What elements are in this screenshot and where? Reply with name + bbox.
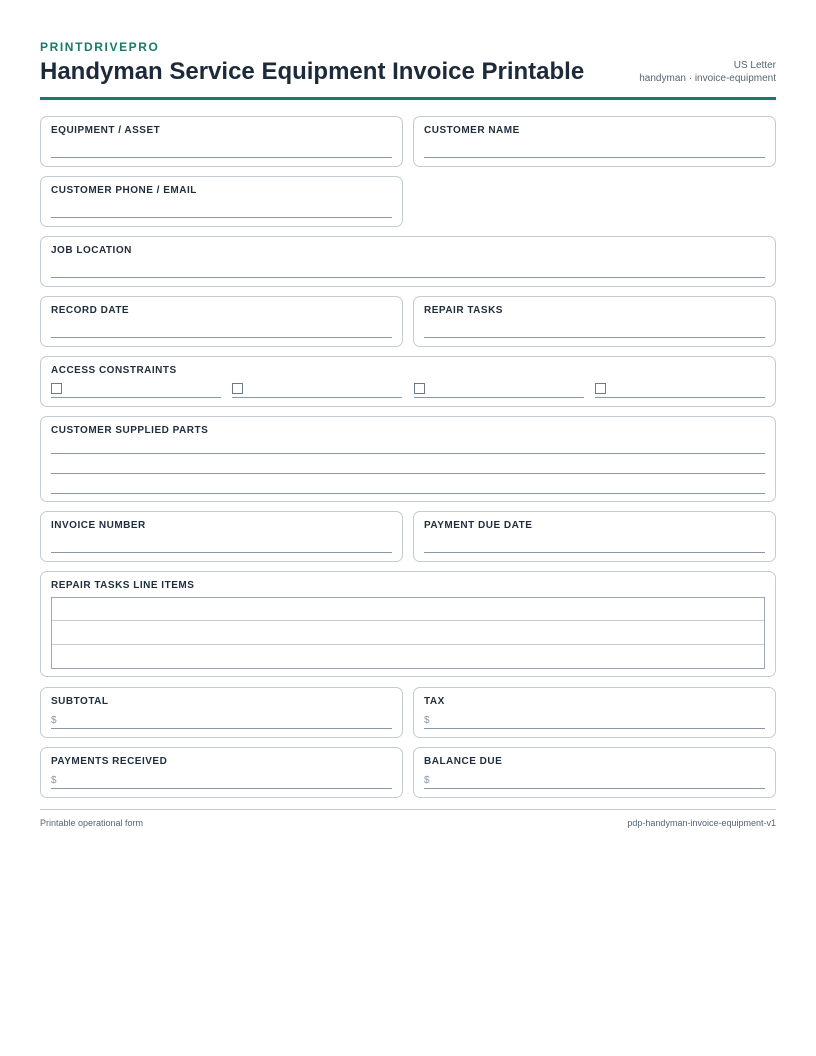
write-line[interactable] (51, 453, 765, 454)
invoice-number-field (40, 511, 403, 562)
field-label: ACCESS CONSTRAINTS (51, 365, 177, 376)
line-items-table (51, 597, 765, 669)
page-title: Handyman Service Equipment Invoice Printable (40, 58, 585, 85)
write-line[interactable] (424, 552, 765, 553)
field-label: REPAIR TASKS (424, 305, 503, 316)
currency-line[interactable]: $ (424, 774, 765, 789)
page-meta (639, 59, 776, 85)
field-label: PAYMENTS RECEIVED (51, 756, 168, 767)
currency-line[interactable]: $ (51, 774, 392, 789)
write-line[interactable] (424, 157, 765, 158)
customer-supplied-parts-field (40, 416, 776, 502)
field-label: BALANCE DUE (424, 756, 503, 767)
write-line[interactable] (51, 217, 392, 218)
currency-line[interactable]: $ (424, 714, 765, 729)
tax-field (413, 687, 776, 738)
currency-line[interactable]: $ (51, 714, 392, 729)
page-header (40, 40, 776, 85)
repair-tasks-field (413, 296, 776, 347)
field-label: CUSTOMER SUPPLIED PARTS (51, 425, 209, 436)
write-line[interactable] (424, 337, 765, 338)
field-label: CUSTOMER NAME (424, 125, 520, 136)
field-label: CUSTOMER PHONE / EMAIL (51, 185, 197, 196)
record-date-field (40, 296, 403, 347)
constraint-option-1[interactable] (51, 383, 221, 398)
equipment-asset-field (40, 116, 403, 167)
write-line[interactable] (51, 277, 765, 278)
payments-received-field (40, 747, 403, 798)
customer-name-field (413, 116, 776, 167)
field-label: TAX (424, 696, 445, 707)
write-line[interactable] (51, 337, 392, 338)
table-row[interactable] (52, 621, 764, 644)
checkbox-icon[interactable] (51, 383, 62, 394)
field-label: EQUIPMENT / ASSET (51, 125, 161, 136)
checkbox-icon[interactable] (414, 383, 425, 394)
footer-right-text: pdp-handyman-invoice-equipment-v1 (627, 818, 776, 828)
constraint-option-2[interactable] (232, 383, 402, 398)
constraint-option-4[interactable] (595, 383, 765, 398)
field-label: REPAIR TASKS LINE ITEMS (51, 580, 195, 591)
field-label: JOB LOCATION (51, 245, 132, 256)
form-tags: handyman · invoice-equipment (639, 73, 776, 84)
write-line[interactable] (51, 157, 392, 158)
field-label: RECORD DATE (51, 305, 130, 316)
field-label: INVOICE NUMBER (51, 520, 146, 531)
constraint-option-3[interactable] (414, 383, 584, 398)
footer-rule (40, 809, 776, 810)
paper-size: US Letter (733, 60, 776, 71)
brand-name: PRINTDRIVEPRO (40, 40, 160, 54)
table-row[interactable] (52, 645, 764, 668)
balance-due-field (413, 747, 776, 798)
write-line[interactable] (51, 473, 765, 474)
payment-due-date-field (413, 511, 776, 562)
checkbox-icon[interactable] (232, 383, 243, 394)
field-label: PAYMENT DUE DATE (424, 520, 533, 531)
customer-phone-email-field (40, 176, 403, 227)
field-label: SUBTOTAL (51, 696, 109, 707)
repair-tasks-line-items-field (40, 571, 776, 677)
checkbox-icon[interactable] (595, 383, 606, 394)
write-line[interactable] (51, 493, 765, 494)
header-rule (40, 97, 776, 100)
subtotal-field (40, 687, 403, 738)
footer-left-text: Printable operational form (40, 818, 144, 828)
write-line[interactable] (51, 552, 392, 553)
job-location-field (40, 236, 776, 287)
table-row[interactable] (52, 598, 764, 621)
access-constraints-field (40, 356, 776, 407)
